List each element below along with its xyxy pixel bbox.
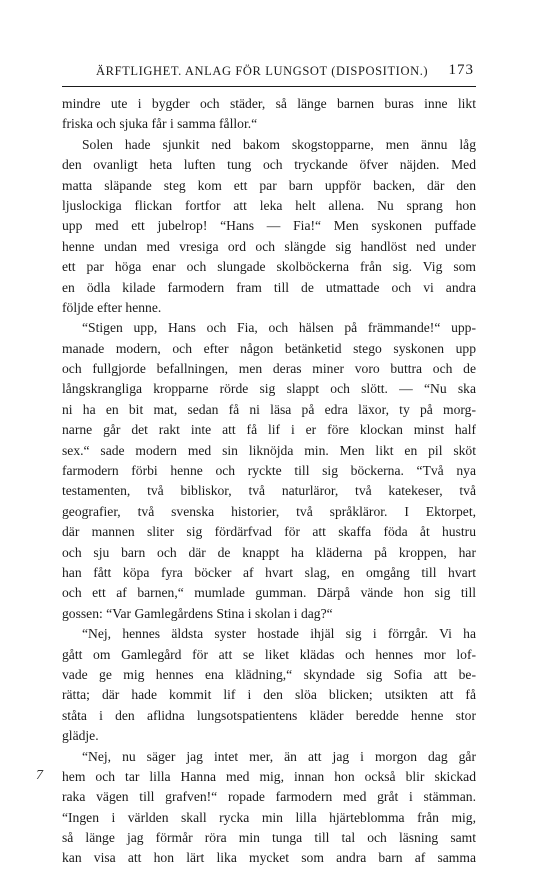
page-number: 173 [448, 62, 474, 78]
text-line: långskrangliga kropparne rörde sig slappt och slött. — “Nu ska [62, 381, 476, 397]
text-line: manade modern, och efter någon betänketid stego syskonen upp [62, 340, 476, 356]
text-line: och sju barn och där de knappt ha kläderna på kroppen, har [62, 544, 476, 560]
text-line: matta släpande steg kom ett par barn uppför backen, där den [62, 177, 476, 193]
text-line: testamenten, två bibliskor, två naturläror, två katekeser, två [62, 483, 476, 499]
text-line: “Nej, hennes äldsta syster hostade ihjäl sig i förrgår. Vi ha [82, 626, 476, 642]
text-line: geografier, två svenska historier, två språkläror. I Ektorpet, [62, 503, 476, 519]
text-line: mindre ute i bygder och städer, så länge barnen buras inne likt [62, 96, 476, 111]
text-line: friska och sjuka får i samma fållor.“ [62, 116, 258, 132]
text-line: rätta; där hade kommit lif i den slöa blicken; utsikten att få [62, 687, 476, 703]
text-line: farmodern förbi henne och ryckte till sig böckerna. “Två nya [62, 463, 476, 479]
text-line: vade ge mig hennes ena klädning,“ skyndade sig Sofia att be- [62, 666, 476, 682]
text-line: en ödla kilade farmodern fram till de utmattade och vi andra [62, 279, 476, 295]
text-line: där mannen sliter sig fördärfvad för att skaffa föda åt hustru [62, 524, 476, 540]
text-line: ståta i den aflidna lungsotspatientens kläder beredde henne stor [62, 707, 476, 723]
text-line: följde efter henne. [62, 299, 162, 315]
text-line: glädje. [62, 728, 99, 744]
text-line: gossen: “Var Gamlegårdens Stina i skolan i dag?“ [62, 605, 333, 621]
text-line: “Stigen upp, Hans och Fia, och hälsen på främmande!“ upp- [82, 320, 476, 336]
text-line: sex.“ sade modern med sin liknöjda min. Men likt en pil sköt [62, 442, 476, 458]
text-line: “Nej, nu säger jag intet mer, än att jag i morgon dag går [82, 748, 476, 764]
text-line: den ovanligt heta luften tung och tryckande öfver näjden. Med [62, 157, 476, 173]
running-header [64, 62, 474, 82]
text-line: gått om Gamlegård för att se liket klädas och hennes mor lof- [62, 646, 476, 662]
running-header-title: ÄRFTLIGHET. ANLAG FÖR LUNGSOT (DISPOSITION.) [96, 64, 429, 78]
text-line: ett par höga enar och slungade skolböckerna från sig. Vig som [62, 259, 476, 275]
text-line: och ett af barnen,“ mumlade gumman. Därpå vände hon sig till [62, 585, 476, 601]
body-text [62, 94, 476, 869]
footer-mark: 7 [36, 768, 43, 783]
text-line: henne undan med vresiga ord och slängde sig handlöst ned under [62, 238, 476, 254]
text-line: raka vägen till grafven!“ ropade farmodern med gråt i stämman. [62, 789, 476, 805]
text-line: Solen hade sjunkit ned bakom skogstopparne, men ännu låg [82, 136, 476, 152]
header-rule [62, 86, 476, 87]
text-line: ljuslockiga flickan fortfor att leka helt allena. Nu sprang hon [62, 197, 476, 213]
text-line: och fullgjorde befallningen, men deras miner voro buttra och de [62, 361, 476, 377]
text-line: så länge jag förmår röra min tunga till tal och läsning samt [62, 830, 476, 846]
text-line: upp med ett jubelrop! “Hans — Fia!“ Men syskonen puffade [62, 218, 476, 234]
text-line: kan visa att hon lärt lika mycket som andra barn af samma [62, 850, 476, 866]
text-line: narne går det rakt inte att få lif i er före klockan minst half [62, 422, 476, 438]
text-line: han fått köpa fyra böcker af hvart slag, en omgång till hvart [62, 564, 476, 580]
text-line: “Ingen i världen skall rycka min lilla hjärteblomma från mig, [62, 809, 476, 825]
text-line: hem och tar lilla Hanna med mig, innan hon också blir skickad [62, 768, 476, 784]
text-line: ni ha en bit mat, sedan få ni läsa på edra läxor, ty på morg- [62, 401, 476, 417]
